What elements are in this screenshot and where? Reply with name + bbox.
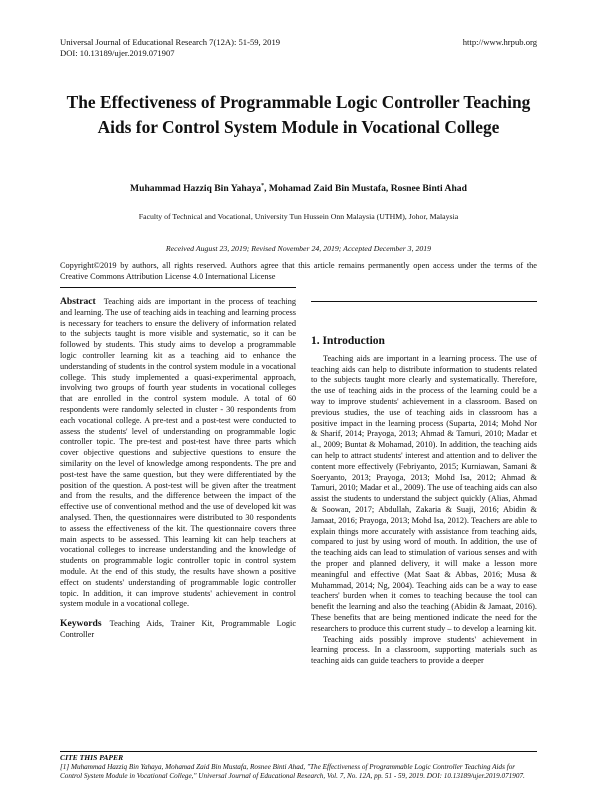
- cite-heading: CITE THIS PAPER: [60, 753, 124, 762]
- abstract-column: [60, 297, 296, 641]
- abstract-top-rule: [60, 287, 296, 288]
- abstract: [60, 297, 296, 610]
- journal-citation: Universal Journal of Educational Research 7(12A): 51-59, 2019: [60, 37, 281, 47]
- abstract-label: Abstract: [60, 296, 96, 307]
- introduction-column: [311, 336, 537, 667]
- journal-doi: DOI: 10.13189/ujer.2019.071907: [60, 48, 175, 58]
- footer-rule: [60, 751, 537, 752]
- author-first: Muhammad Hazziq Bin Yahaya: [130, 183, 262, 195]
- copyright-notice: Copyright©2019 by authors, all rights reserved. Authors agree that this article remains permanently open access under the terms of the Creative Commons Attribution License 4.0 International License: [60, 261, 537, 281]
- introduction-heading: 1. Introduction: [311, 335, 385, 347]
- submission-dates: Received August 23, 2019; Revised November 24, 2019; Accepted December 3, 2019: [165, 244, 432, 253]
- affiliation: Faculty of Technical and Vocational, University Tun Hussein Onn Malaysia (UTHM), Johor, Malaysia: [138, 212, 459, 221]
- citation-footer: [60, 751, 537, 782]
- paper-title: The Effectiveness of Programmable Logic Controller Teaching Aids for Control System Module in Vocational College: [66, 92, 531, 137]
- keywords-text: Teaching Aids, Trainer Kit, Programmable Logic Controller: [60, 619, 296, 639]
- keywords: [60, 619, 296, 641]
- author-list: [60, 183, 537, 194]
- introduction-paragraph-2: Teaching aids possibly improve students' achievement in learning process. In a classroom, supporting materials such as teaching aids can guide teachers to provide a deeper: [311, 634, 537, 666]
- journal-url[interactable]: http://www.hrpub.org: [462, 37, 537, 47]
- introduction-paragraph-1: Teaching aids are important in a learning process. The use of teaching aids can help to distribute information to students related to the subjects taught more clearly and systematically. Therefore, the use of teaching aids in the process of the learning could be a way to improve students' achievement in a classroom. Based on previous studies, the use of teaching aids in classroom has a positive impact in the learning process (Suparta, 2014; Mohd Nor & Sharif, 2014; Prayoga, 2013; Ahmad & Tamuri, 2010; Madar et al., 2009; Buntat & Mohamad, 2010). In addition, the teaching aids can help to attract students' interest and attention and to deliver the content more effectively (Febriyanto, 2015; Kurniawan, Samani & Soeryanto, 2013; Prayoga, 2013; Mohd Isa, 2012; Ahmad & Tamuri, 2010; Madar et al., 2009). The use of teaching aids can also assist the students to understand the subject quickly (Alias, Ahmad & Soowan, 2017; Abdullah, Zakaria & Suaji, 2016; Abidin & Jamaat, 2016; Prayoga, 2013; Mohd Isa, 2012). Teachers are able to explain things more accurately with assistance from teaching aids, compared to just by using word of mouth. In addition, the use of the teaching aids can lead to stimulation of various senses and with the proper and planned delivery, it will make a lesson more meaningful and effective (Mat Saat & Abbas, 2016; Musa & Muhammad, 2014; Ng, 2004). Teaching aids can be a way to ease teachers' burden when it comes to teaching because the tool can benefit the learning and also the teaching (Abidin & Jamaat, 2016). These benefits that are being mentioned indicate the need for the researchers to produce this current study – to develop a learning kit.: [311, 353, 537, 633]
- keywords-label: Keywords: [60, 618, 102, 630]
- corresponding-author-mark: *: [261, 183, 265, 189]
- introduction-top-rule: [311, 301, 537, 302]
- cite-text: [1] Muhammad Hazziq Bin Yahaya, Mohamad Zaid Bin Mustafa, Rosnee Binti Ahad, "The Effectiveness of Programmable Logic Controller Teaching Aids for Control System Module in Vocational College," Universal Journal of Educational Research, Vol. 7, No. 12A, pp. 51 - 59, 2019. DOI: 10.13189/ujer.2019.071907.: [60, 762, 525, 781]
- author-rest: , Mohamad Zaid Bin Mustafa, Rosnee Binti Ahad: [264, 183, 467, 195]
- journal-header: [60, 37, 280, 59]
- abstract-text: Teaching aids are important in the process of teaching and learning. The use of teaching aids in teaching and learning process is necessary for teachers to ensure the delivery of information related to the subjects taught is more visible and systematic, so it can be followed by students. This study aims to develop a programmable logic controller learning kit as a teaching aid to enhance the understanding of students in the control system module in a vocational college. This study implemented a quasi-experimental approach, involving two groups of fourth year students in vocational colleges that are enrolled in the control system module. A total of 60 respondents were randomly selected in cluster - 30 respondents from each vocational college. A pre-test and a post-test were conducted to assess the students' level of understanding on programmable logic controller topic. The pre-test and post-test have three parts which cover objective questions and subjective questions to ensure the similarity on the level of knowledge among respondents. The pre and post-test have the same question, but they were differentiated by the position of the question. A post-test will be given after the treatment and from the results, and the difference between the impact of the effective use of conventional method and the use of developed kit was analysed. Then, the questionnaires were distributed to 30 respondents to assess the effectiveness of the kit. The questionnaire covers three main aspects to be assessed. This learning kit can help teachers at vocational colleges to increase understanding and the knowledge of students on programmable logic controller topic in control system module. At the end of this study, the results have shown a positive effect on students' understanding of programmable logic controller topic. In addition, it can improve students' achievement in control system module in a vocational college.: [60, 297, 296, 609]
